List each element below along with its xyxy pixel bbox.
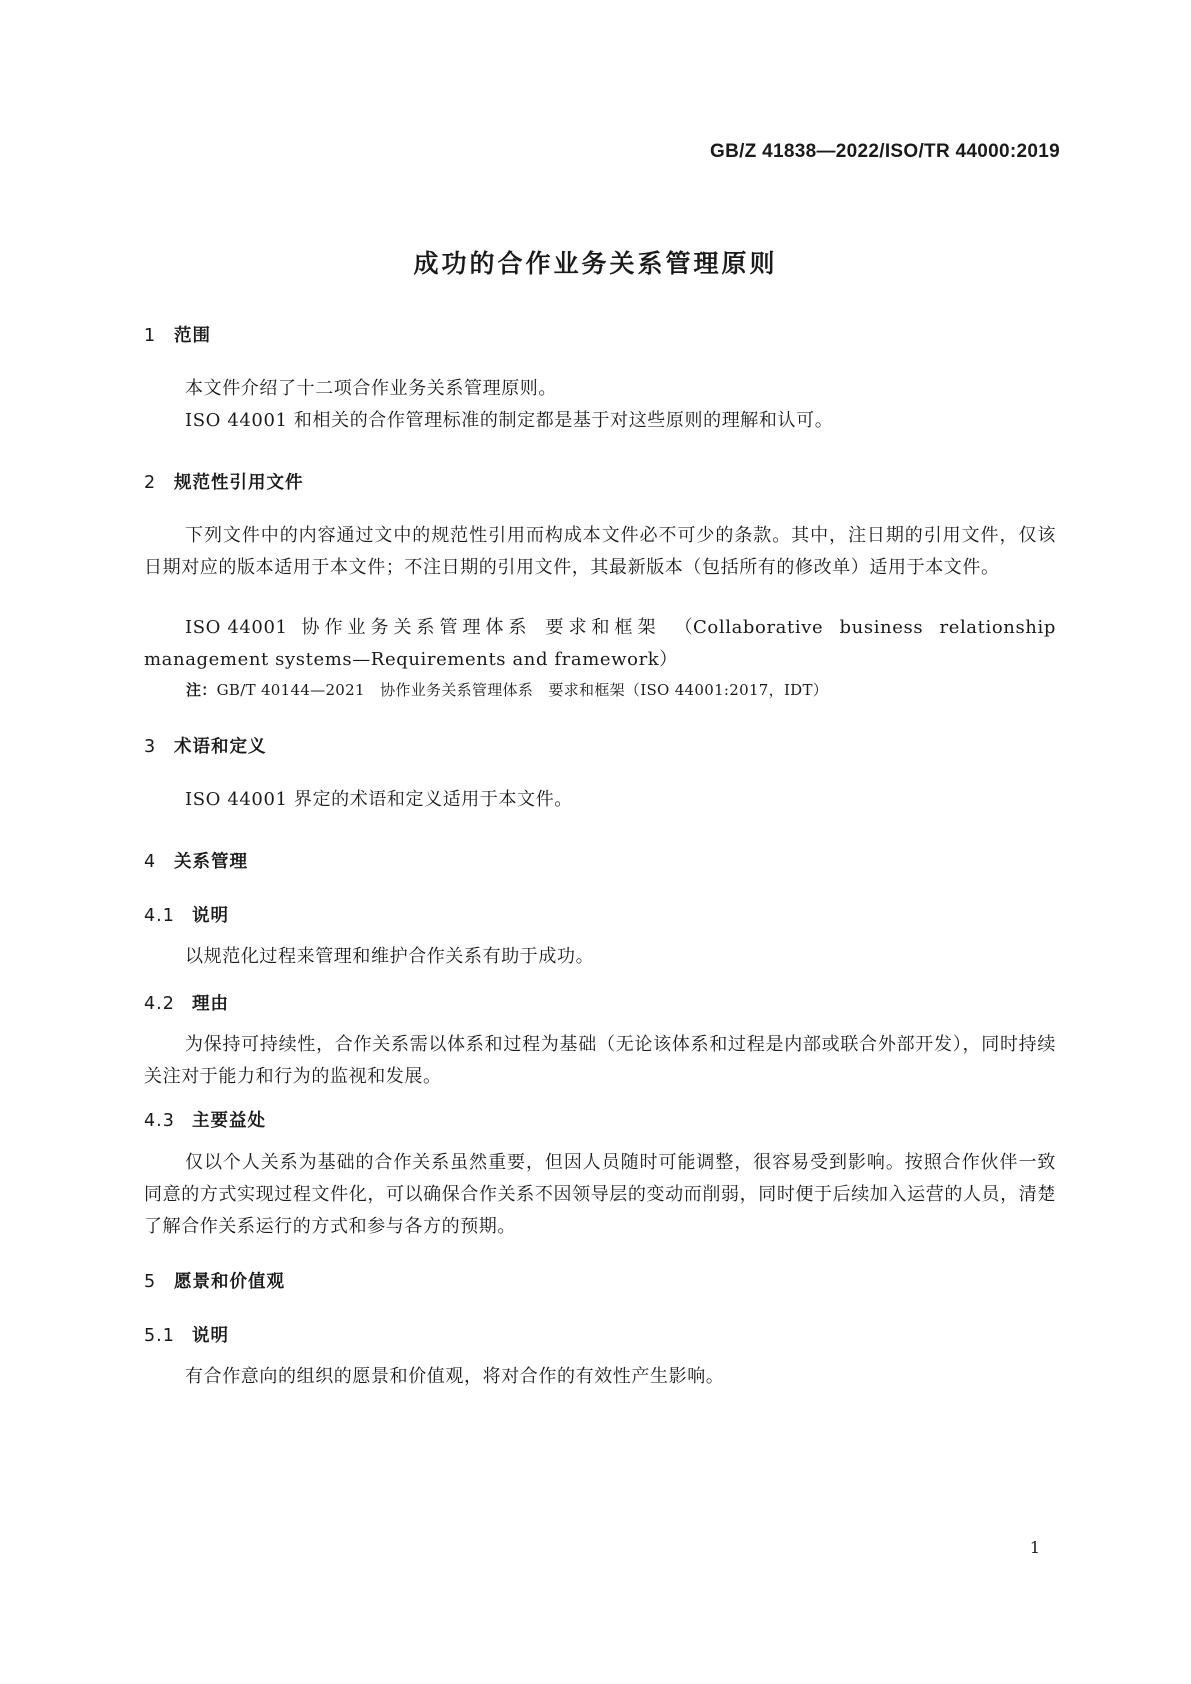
note-text: GB/T 40144—2021 协作业务关系管理体系 要求和框架（ISO 44001:2017，IDT）: [216, 681, 829, 699]
section-3-paragraph-1: ISO 44001 界定的术语和定义适用于本文件。: [185, 789, 573, 810]
subsection-4-1-paragraph: 以规范化过程来管理和维护合作关系有助于成功。: [185, 946, 595, 967]
section-5-heading: [144, 1268, 285, 1293]
subsection-4-3-heading: [144, 1107, 266, 1132]
subsection-title: 理由: [192, 994, 229, 1014]
section-number: 5: [144, 1272, 157, 1292]
section-number: 2: [144, 473, 157, 493]
subsection-title: 说明: [192, 1326, 229, 1346]
section-1-paragraph-2: ISO 44001 和相关的合作管理标准的制定都是基于对这些原则的理解和认可。: [185, 410, 834, 431]
section-title: 规范性引用文件: [174, 473, 304, 493]
standard-id: GB/Z 41838—2022/ISO/TR 44000:2019: [710, 141, 1060, 162]
reference-id: ISO 44001: [185, 617, 288, 638]
subsection-5-1-heading: [144, 1322, 229, 1347]
subsection-4-1-heading: [144, 902, 229, 927]
subsection-number: 5.1: [144, 1326, 175, 1346]
subsection-5-1-paragraph: 有合作意向的组织的愿景和价值观，将对合作的有效性产生影响。: [185, 1366, 725, 1387]
section-1-heading: [144, 322, 211, 347]
section-title: 愿景和价值观: [174, 1272, 285, 1292]
subsection-4-2-paragraph: 为保持可持续性，合作关系需以体系和过程为基础（无论该体系和过程是内部或联合外部开发），同时持续关注对于能力和行为的监视和发展。: [144, 1034, 1056, 1087]
section-number: 3: [144, 737, 157, 757]
subsection-number: 4.1: [144, 906, 175, 926]
reference-title-en-start: （Collaborative business relationship: [674, 617, 1056, 638]
reference-title-en-end: management systems—Requirements and framework）: [144, 649, 678, 670]
subsection-number: 4.3: [144, 1111, 175, 1131]
subsection-number: 4.2: [144, 994, 175, 1014]
reference-subtitle-cn: 要求和框架: [545, 617, 661, 638]
section-2-heading: [144, 469, 304, 494]
note-label: 注：: [186, 681, 217, 699]
normative-reference: [144, 612, 1056, 676]
section-number: 4: [144, 852, 157, 872]
section-title: 关系管理: [174, 852, 248, 872]
section-3-heading: [144, 733, 267, 758]
reference-title-cn: 协作业务关系管理体系: [301, 617, 532, 638]
section-4-heading: [144, 848, 248, 873]
section-title: 术语和定义: [174, 737, 267, 757]
section-number: 1: [144, 326, 157, 346]
subsection-title: 说明: [192, 906, 229, 926]
subsection-4-3-paragraph: 仅以个人关系为基础的合作关系虽然重要，但因人员随时可能调整，很容易受到影响。按照合作伙伴一致同意的方式实现过程文件化，可以确保合作关系不因领导层的变动而削弱，同时便于后续加入运营的人员，清楚了解合作关系运行的方式和参与各方的预期。: [144, 1152, 1056, 1237]
section-2-paragraph-1: 下列文件中的内容通过文中的规范性引用而构成本文件必不可少的条款。其中，注日期的引用文件，仅该日期对应的版本适用于本文件；不注日期的引用文件，其最新版本（包括所有的修改单）适用于本文件。: [144, 525, 1056, 578]
subsection-4-2-heading: [144, 990, 229, 1015]
document-title: 成功的合作业务关系管理原则: [413, 249, 778, 278]
section-title: 范围: [174, 326, 211, 346]
section-1-paragraph-1: 本文件介绍了十二项合作业务关系管理原则。: [185, 378, 557, 399]
subsection-title: 主要益处: [192, 1111, 266, 1131]
reference-note: [186, 679, 828, 700]
page-number: 1: [1029, 1538, 1040, 1557]
